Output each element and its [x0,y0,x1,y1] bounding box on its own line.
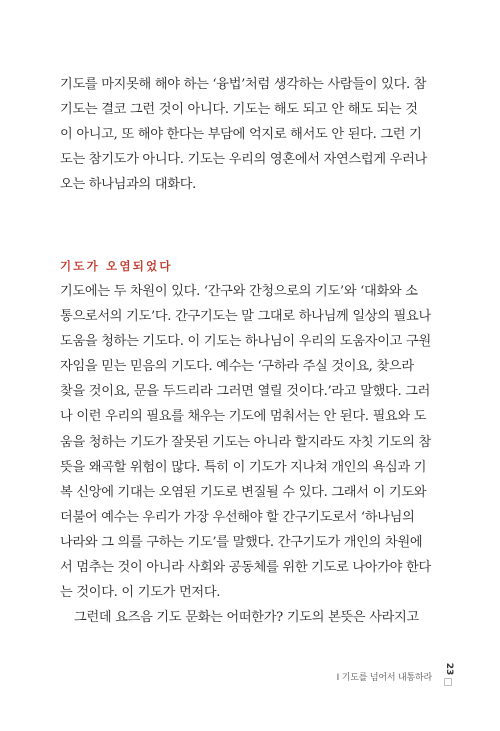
paragraph-line: 서 멈추는 것이 아니라 사회와 공동체를 위한 기도로 나아가야 한다 [60,560,431,576]
paragraph-line: 이 아니고, 또 해야 한다는 부담에 억지로 해서도 안 된다. 그런 기 [60,127,422,142]
paragraph-line: 나라와 그 의를 구하는 기도’를 말했다. 간구기도가 개인의 차원에 [60,534,423,550]
chapter-label: I 기도를 넘어서 내통하라 [336,673,432,683]
paragraph-line: 나 이런 우리의 필요를 채우는 기도에 멈춰서는 안 된다. 필요와 도 [60,409,427,425]
paragraph-line: 기도는 결코 그런 것이 아니다. 기도는 해도 되고 안 해도 되는 것 [60,102,418,117]
section-heading: 기도가 오염되었다 [60,259,173,273]
paragraph-line: 오는 하나님과의 대화다. [60,177,197,192]
paragraph-line: 기도를 마지못해 해야 하는 ‘융법’처럼 생각하는 사람들이 있다. 참 [60,77,427,92]
paragraph-line: 찾을 것이요, 문을 두드리라 그러면 열릴 것이다.’라고 말했다. 그러 [60,384,431,400]
paragraph-line: 뜻을 왜곡할 위험이 많다. 특히 이 기도가 지나쳐 개인의 욕심과 기 [60,459,427,475]
paragraph-line: 그런데 요즈음 기도 문화는 어떠한가? 기도의 본뜻은 사라지고 [74,610,419,626]
paragraph-line: 자임을 믿는 믿음의 기도다. 예수는 ‘구하라 주실 것이요, 찾으라 [60,359,414,375]
page-footer [0,664,500,684]
body-paragraph [60,279,440,630]
page-number: 23 [444,662,454,676]
paragraph-line: 더불어 예수는 우리가 가장 우선해야 할 간구기도로서 ‘하나님의 [60,509,415,525]
paragraph-line: 도움을 청하는 기도다. 이 기도는 하나님이 우리의 도움자이고 구원 [60,334,431,350]
paragraph-line: 통으로서의 기도’다. 간구기도는 말 그대로 하나님께 일상의 필요나 [60,309,431,325]
footer-ornament-icon [444,678,452,686]
paragraph-line: 는 것이다. 이 기도가 먼저다. [60,585,221,601]
paragraph-line: 도는 참기도가 아니다. 기도는 우리의 영혼에서 자연스럽게 우러나 [60,152,427,167]
paragraph-line: 기도에는 두 차원이 있다. ‘간구와 간청으로의 기도’와 ‘대화와 소 [60,284,418,299]
paragraph-line: 움을 청하는 기도가 잘못된 기도는 아니라 할지라도 자칫 기도의 참 [60,434,431,450]
paragraph-line: 복 신앙에 기대는 오염된 기도로 변질될 수 있다. 그래서 이 기도와 [60,484,427,500]
intro-paragraph [60,72,440,197]
